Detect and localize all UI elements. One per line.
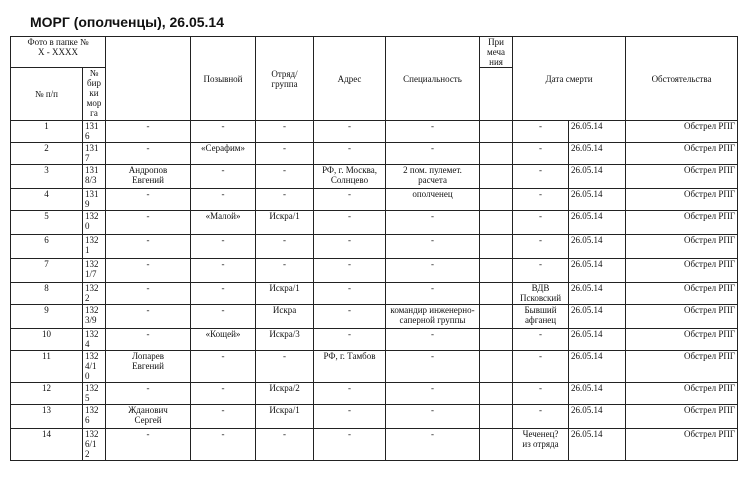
- note-blank: [480, 351, 513, 383]
- note-cell-line: Бывший: [524, 305, 557, 315]
- note-blank: [480, 121, 513, 143]
- circumstances-cell: Обстрел РПГ: [626, 383, 738, 405]
- note-blank: [480, 165, 513, 189]
- note-blank: [480, 211, 513, 235]
- tag-number-line: 132: [85, 305, 99, 315]
- tag-number-line: 1: [85, 245, 90, 255]
- header-circumstances: Обстоятельства: [626, 37, 738, 121]
- unit-cell: Искра/2: [256, 383, 314, 405]
- table-row: [11, 211, 738, 235]
- specialty-cell-line: -: [431, 143, 435, 153]
- tag-number-line: 0: [85, 371, 90, 381]
- header-photo-folder-line: Фото в папке №: [27, 37, 89, 47]
- person-name-line: Евгений: [132, 361, 164, 371]
- note-blank: [480, 405, 513, 429]
- specialty-cell-line: -: [431, 429, 435, 439]
- person-name: [106, 283, 191, 305]
- person-name-line: -: [146, 305, 150, 315]
- address-cell: [314, 143, 386, 165]
- death-date: 26.05.14: [569, 283, 626, 305]
- specialty-cell: [386, 259, 480, 283]
- row-number: 8: [11, 283, 83, 305]
- death-date: 26.05.14: [569, 143, 626, 165]
- address-cell: [314, 329, 386, 351]
- note-blank: [480, 305, 513, 329]
- tag-number-line: 132: [85, 383, 99, 393]
- note-cell: [513, 165, 569, 189]
- header-note-blank: [480, 68, 513, 121]
- address-cell: [314, 211, 386, 235]
- table-row: [11, 405, 738, 429]
- tag-number-line: 132: [85, 283, 99, 293]
- table-row: [11, 235, 738, 259]
- person-name-line: -: [146, 235, 150, 245]
- tag-number: [83, 329, 106, 351]
- address-cell: [314, 189, 386, 211]
- table-row: [11, 143, 738, 165]
- specialty-cell-line: -: [431, 351, 435, 361]
- tag-number-line: 6: [85, 131, 90, 141]
- note-cell-line: -: [539, 143, 543, 153]
- note-blank: [480, 329, 513, 351]
- circumstances-cell: Обстрел РПГ: [626, 165, 738, 189]
- tag-number-line: 8/3: [85, 175, 97, 185]
- death-date: 26.05.14: [569, 329, 626, 351]
- table-row: [11, 259, 738, 283]
- person-name: [106, 429, 191, 461]
- header-photo-folder: [11, 37, 106, 68]
- header-tag-line: №: [89, 68, 99, 78]
- person-name-line: -: [146, 143, 150, 153]
- address-cell: [314, 121, 386, 143]
- note-blank: [480, 259, 513, 283]
- death-date: 26.05.14: [569, 259, 626, 283]
- note-cell-line: -: [539, 121, 543, 131]
- person-name: [106, 383, 191, 405]
- note-cell-line: -: [539, 259, 543, 269]
- tag-number-line: 1/7: [85, 269, 97, 279]
- tag-number-line: 132: [85, 211, 99, 221]
- address-cell: [314, 305, 386, 329]
- circumstances-cell: Обстрел РПГ: [626, 429, 738, 461]
- person-name: [106, 211, 191, 235]
- row-number: 11: [11, 351, 83, 383]
- tag-number-line: 4: [85, 339, 90, 349]
- callsign-cell: -: [191, 189, 256, 211]
- address-cell-line: -: [348, 305, 352, 315]
- tag-number-line: 132: [85, 259, 99, 269]
- address-cell-line: -: [348, 429, 352, 439]
- tag-number: [83, 283, 106, 305]
- unit-cell: -: [256, 235, 314, 259]
- note-cell: [513, 383, 569, 405]
- row-number: 1: [11, 121, 83, 143]
- row-number: 9: [11, 305, 83, 329]
- tag-number-line: 131: [85, 165, 99, 175]
- tag-number: [83, 189, 106, 211]
- address-cell: [314, 283, 386, 305]
- table-row: [11, 329, 738, 351]
- address-cell-line: -: [348, 329, 352, 339]
- death-date: 26.05.14: [569, 351, 626, 383]
- note-cell: [513, 351, 569, 383]
- header-photo-folder-line: X - XXXX: [38, 47, 78, 57]
- callsign-cell: -: [191, 405, 256, 429]
- person-name-line: Сергей: [134, 415, 162, 425]
- specialty-cell-line: ополченец: [412, 189, 453, 199]
- person-name: [106, 121, 191, 143]
- specialty-cell: [386, 351, 480, 383]
- death-date: 26.05.14: [569, 211, 626, 235]
- header-unit-line: группа: [271, 78, 298, 89]
- person-name-line: -: [146, 383, 150, 393]
- header-unit-line: Отряд/: [271, 68, 298, 79]
- note-cell: [513, 283, 569, 305]
- person-name: [106, 329, 191, 351]
- circumstances-cell: Обстрел РПГ: [626, 189, 738, 211]
- tag-number: [83, 259, 106, 283]
- unit-cell: -: [256, 165, 314, 189]
- death-date: 26.05.14: [569, 405, 626, 429]
- person-name: [106, 259, 191, 283]
- specialty-cell-line: -: [431, 405, 435, 415]
- specialty-cell-line: саперной группы: [399, 315, 466, 325]
- unit-cell: -: [256, 351, 314, 383]
- person-name: [106, 405, 191, 429]
- note-cell: [513, 235, 569, 259]
- header-address: Адрес: [314, 37, 386, 121]
- death-date: 26.05.14: [569, 121, 626, 143]
- person-name-line: Андропов: [128, 165, 168, 175]
- unit-cell: -: [256, 143, 314, 165]
- row-number: 2: [11, 143, 83, 165]
- row-number: 6: [11, 235, 83, 259]
- tag-number-line: 131: [85, 143, 99, 153]
- tag-number: [83, 305, 106, 329]
- note-cell: [513, 121, 569, 143]
- callsign-cell: -: [191, 283, 256, 305]
- table-row: [11, 383, 738, 405]
- specialty-cell-line: -: [431, 259, 435, 269]
- tag-number-line: 2: [85, 293, 90, 303]
- header-note-line: меча: [487, 47, 506, 57]
- tag-number: [83, 235, 106, 259]
- tag-number-line: 5: [85, 393, 90, 403]
- tag-number-line: 132: [85, 329, 99, 339]
- header-note-line: При: [488, 37, 504, 47]
- unit-cell: Искра: [256, 305, 314, 329]
- callsign-cell: -: [191, 235, 256, 259]
- note-cell-line: -: [539, 189, 543, 199]
- address-cell: [314, 383, 386, 405]
- person-name-line: -: [146, 429, 150, 439]
- callsign-cell: -: [191, 165, 256, 189]
- callsign-cell: -: [191, 121, 256, 143]
- callsign-cell: -: [191, 305, 256, 329]
- address-cell-line: -: [348, 383, 352, 393]
- callsign-cell: -: [191, 351, 256, 383]
- tag-number-line: 6: [85, 415, 90, 425]
- specialty-cell: [386, 143, 480, 165]
- tag-number-line: 131: [85, 121, 99, 131]
- note-cell-line: -: [539, 351, 543, 361]
- address-cell-line: -: [348, 259, 352, 269]
- tag-number-line: 132: [85, 351, 99, 361]
- specialty-cell: [386, 405, 480, 429]
- note-cell-line: афганец: [524, 315, 557, 325]
- header-unit: [256, 37, 314, 121]
- table-row: [11, 121, 738, 143]
- circumstances-cell: Обстрел РПГ: [626, 283, 738, 305]
- note-cell-line: Псковский: [519, 293, 562, 303]
- tag-number-line: 9: [85, 199, 90, 209]
- specialty-cell: [386, 121, 480, 143]
- unit-cell: -: [256, 429, 314, 461]
- note-cell: [513, 405, 569, 429]
- table-row: [11, 351, 738, 383]
- tag-number-line: 131: [85, 189, 99, 199]
- person-name-line: -: [146, 121, 150, 131]
- person-name-line: -: [146, 329, 150, 339]
- address-cell: [314, 429, 386, 461]
- death-date: 26.05.14: [569, 165, 626, 189]
- unit-cell: -: [256, 259, 314, 283]
- tag-number-line: 7: [85, 153, 90, 163]
- note-cell: [513, 329, 569, 351]
- note-cell-line: -: [539, 165, 543, 175]
- unit-cell: Искра/1: [256, 405, 314, 429]
- table-row: [11, 429, 738, 461]
- specialty-cell-line: -: [431, 383, 435, 393]
- specialty-cell: [386, 383, 480, 405]
- circumstances-cell: Обстрел РПГ: [626, 235, 738, 259]
- row-number: 10: [11, 329, 83, 351]
- note-cell-line: -: [539, 235, 543, 245]
- address-cell-line: -: [348, 121, 352, 131]
- death-date: 26.05.14: [569, 305, 626, 329]
- specialty-cell: [386, 429, 480, 461]
- address-cell-line: -: [348, 143, 352, 153]
- circumstances-cell: Обстрел РПГ: [626, 121, 738, 143]
- person-name: [106, 143, 191, 165]
- address-cell: [314, 351, 386, 383]
- specialty-cell-line: командир инженерно-: [390, 305, 475, 315]
- note-cell-line: ВДВ: [531, 283, 550, 293]
- table-row: [11, 189, 738, 211]
- person-name-line: -: [146, 259, 150, 269]
- address-cell-line: -: [348, 283, 352, 293]
- header-tag-line: бир: [87, 78, 101, 88]
- address-cell-line: -: [348, 405, 352, 415]
- tag-number: [83, 143, 106, 165]
- note-cell-line: -: [539, 383, 543, 393]
- circumstances-cell: Обстрел РПГ: [626, 351, 738, 383]
- unit-cell: Искра/1: [256, 211, 314, 235]
- death-date: 26.05.14: [569, 189, 626, 211]
- circumstances-cell: Обстрел РПГ: [626, 405, 738, 429]
- table-row: [11, 305, 738, 329]
- circumstances-cell: Обстрел РПГ: [626, 329, 738, 351]
- unit-cell: -: [256, 189, 314, 211]
- specialty-cell: [386, 235, 480, 259]
- note-cell: [513, 143, 569, 165]
- specialty-cell-line: -: [431, 235, 435, 245]
- note-cell: [513, 189, 569, 211]
- note-blank: [480, 283, 513, 305]
- specialty-cell: [386, 329, 480, 351]
- person-name-line: Лопарев: [132, 351, 164, 361]
- note-cell-line: -: [539, 329, 543, 339]
- callsign-cell: -: [191, 429, 256, 461]
- address-cell: [314, 235, 386, 259]
- note-cell: [513, 305, 569, 329]
- address-cell-line: РФ, г. Москва,: [322, 165, 377, 175]
- header-tag-num: [83, 68, 106, 121]
- note-cell: [513, 429, 569, 461]
- callsign-cell: «Кощей»: [191, 329, 256, 351]
- header-name-blank: [106, 37, 191, 121]
- row-number: 4: [11, 189, 83, 211]
- page-title: МОРГ (ополченцы), 26.05.14: [30, 14, 225, 30]
- death-date: 26.05.14: [569, 429, 626, 461]
- unit-cell: Искра/1: [256, 283, 314, 305]
- header-tag-line: га: [90, 108, 98, 118]
- person-name-line: -: [146, 283, 150, 293]
- tag-number: [83, 121, 106, 143]
- specialty-cell-line: -: [431, 121, 435, 131]
- address-cell-line: -: [348, 211, 352, 221]
- person-name-line: -: [146, 189, 150, 199]
- specialty-cell: [386, 189, 480, 211]
- person-name-line: Евгений: [132, 175, 164, 185]
- tag-number: [83, 383, 106, 405]
- death-date: 26.05.14: [569, 235, 626, 259]
- tag-number-line: 2: [85, 449, 90, 459]
- note-cell-line: Чеченец?: [522, 429, 559, 439]
- note-cell-line: -: [539, 211, 543, 221]
- address-cell-line: -: [348, 235, 352, 245]
- specialty-cell: [386, 283, 480, 305]
- address-cell-line: РФ, г. Тамбов: [323, 351, 376, 361]
- tag-number: [83, 211, 106, 235]
- person-name: [106, 351, 191, 383]
- person-name: [106, 305, 191, 329]
- specialty-cell: [386, 165, 480, 189]
- table-header: [11, 37, 738, 121]
- tag-number-line: 6/1: [85, 439, 97, 449]
- note-cell-line: из отряда: [522, 439, 559, 449]
- address-cell: [314, 165, 386, 189]
- circumstances-cell: Обстрел РПГ: [626, 259, 738, 283]
- death-date: 26.05.14: [569, 383, 626, 405]
- circumstances-cell: Обстрел РПГ: [626, 143, 738, 165]
- row-number: 5: [11, 211, 83, 235]
- callsign-cell: «Малой»: [191, 211, 256, 235]
- header-tag-line: мор: [86, 98, 102, 108]
- person-name-line: -: [146, 211, 150, 221]
- header-callsign: Позывной: [191, 37, 256, 121]
- tag-number-line: 132: [85, 429, 99, 439]
- specialty-cell-line: 2 пом. пулемет. расчета: [403, 165, 462, 185]
- tag-number-line: 0: [85, 221, 90, 231]
- person-name: [106, 165, 191, 189]
- specialty-cell: [386, 211, 480, 235]
- header-note: [480, 37, 513, 68]
- address-cell-line: Солнцево: [330, 175, 369, 185]
- note-blank: [480, 143, 513, 165]
- note-cell: [513, 211, 569, 235]
- callsign-cell: -: [191, 259, 256, 283]
- address-cell: [314, 405, 386, 429]
- header-tag-line: ки: [89, 88, 99, 98]
- address-cell: [314, 259, 386, 283]
- header-specialty: Специальность: [386, 37, 480, 121]
- header-death-date: Дата смерти: [513, 37, 626, 121]
- row-number: 13: [11, 405, 83, 429]
- table-row: [11, 283, 738, 305]
- tag-number: [83, 165, 106, 189]
- callsign-cell: -: [191, 383, 256, 405]
- note-cell-line: -: [539, 405, 543, 415]
- note-blank: [480, 189, 513, 211]
- table-body: [11, 121, 738, 461]
- note-blank: [480, 235, 513, 259]
- specialty-cell: [386, 305, 480, 329]
- morgue-table: [10, 36, 738, 461]
- tag-number-line: 132: [85, 235, 99, 245]
- person-name-line: Жданович: [128, 405, 168, 415]
- row-number: 12: [11, 383, 83, 405]
- row-number: 7: [11, 259, 83, 283]
- tag-number: [83, 351, 106, 383]
- header-note-line: ния: [489, 57, 503, 67]
- table-row: [11, 165, 738, 189]
- tag-number: [83, 405, 106, 429]
- tag-number-line: 132: [85, 405, 99, 415]
- note-cell: [513, 259, 569, 283]
- specialty-cell-line: -: [431, 283, 435, 293]
- person-name: [106, 189, 191, 211]
- row-number: 3: [11, 165, 83, 189]
- row-number: 14: [11, 429, 83, 461]
- circumstances-cell: Обстрел РПГ: [626, 305, 738, 329]
- unit-cell: -: [256, 121, 314, 143]
- circumstances-cell: Обстрел РПГ: [626, 211, 738, 235]
- tag-number-line: 4/1: [85, 361, 97, 371]
- note-blank: [480, 383, 513, 405]
- callsign-cell: «Серафим»: [191, 143, 256, 165]
- specialty-cell-line: -: [431, 329, 435, 339]
- header-row-num: № п/п: [11, 68, 83, 121]
- note-blank: [480, 429, 513, 461]
- unit-cell: Искра/3: [256, 329, 314, 351]
- specialty-cell-line: -: [431, 211, 435, 221]
- tag-number-line: 3/9: [85, 315, 97, 325]
- tag-number: [83, 429, 106, 461]
- address-cell-line: -: [348, 189, 352, 199]
- person-name: [106, 235, 191, 259]
